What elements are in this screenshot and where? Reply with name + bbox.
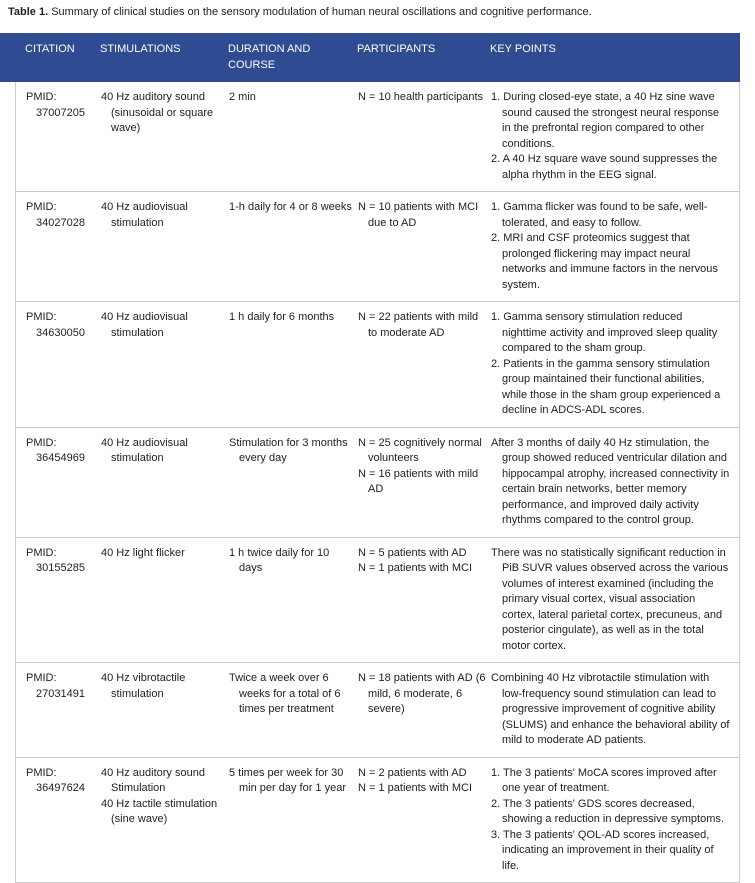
- participants-cell: [358, 90, 491, 183]
- participants-cell: [358, 671, 491, 749]
- participants-cell-line: N = 18 patients with AD (6 mild, 6 moderate, 6 severe): [358, 671, 486, 718]
- caption-text: Summary of clinical studies on the sensory modulation of human neural oscillations and cognitive performance.: [51, 6, 592, 18]
- header-key-points: KEY POINTS: [490, 42, 556, 58]
- stimulations-cell-line: 40 Hz tactile stimulation (sine wave): [101, 797, 224, 828]
- citation-cell-line: PMID: 36497624: [26, 766, 96, 797]
- citation-cell: [26, 436, 101, 529]
- table-row: [16, 192, 739, 302]
- citation-cell-line: PMID: 37007205: [26, 90, 96, 121]
- key-points-cell-line: 1. The 3 patients' MoCA scores improved after one year of treatment.: [491, 766, 730, 797]
- stimulations-cell: [101, 546, 229, 655]
- citation-cell: [26, 90, 101, 183]
- participants-cell-line: N = 16 patients with mild AD: [358, 467, 486, 498]
- participants-cell-line: N = 5 patients with AD: [358, 546, 486, 562]
- key-points-cell: [491, 436, 735, 529]
- header-citation: CITATION: [25, 42, 75, 58]
- duration-cell-line: 1-h daily for 4 or 8 weeks: [229, 200, 353, 216]
- table-row: [16, 302, 739, 428]
- duration-cell: [229, 546, 358, 655]
- stimulations-cell-line: 40 Hz vibrotactile stimulation: [101, 671, 224, 702]
- key-points-cell-line: 3. The 3 patients' QOL-AD scores increased, indicating an improvement in their quality of life.: [491, 828, 730, 875]
- duration-cell-line: 2 min: [229, 90, 353, 106]
- citation-cell-line: PMID: 34027028: [26, 200, 96, 231]
- stimulations-cell: [101, 671, 229, 749]
- table-row: [16, 428, 739, 538]
- stimulations-cell-line: 40 Hz auditory sound Stimulation: [101, 766, 224, 797]
- table-row: [16, 538, 739, 664]
- table-row: [16, 663, 739, 758]
- header-participants: PARTICIPANTS: [357, 42, 435, 58]
- participants-cell: [358, 766, 491, 875]
- stimulations-cell-line: 40 Hz light flicker: [101, 546, 224, 562]
- table-caption: [8, 6, 592, 18]
- stimulations-cell: [101, 766, 229, 875]
- citation-cell: [26, 200, 101, 293]
- participants-cell-line: N = 22 patients with mild to moderate AD: [358, 310, 486, 341]
- citation-cell: [26, 310, 101, 419]
- stimulations-cell: [101, 436, 229, 529]
- participants-cell: [358, 546, 491, 655]
- stimulations-cell: [101, 310, 229, 419]
- key-points-cell-line: 2. MRI and CSF proteomics suggest that prolonged flickering may impact neural networks and immune factors in the nervous system.: [491, 231, 730, 293]
- citation-cell: [26, 766, 101, 875]
- key-points-cell-line: 1. During closed-eye state, a 40 Hz sine wave sound caused the strongest neural response in the prefrontal region compared to other conditions.: [491, 90, 730, 152]
- duration-cell: [229, 671, 358, 749]
- key-points-cell: [491, 546, 735, 655]
- participants-cell: [358, 200, 491, 293]
- stimulations-cell-line: 40 Hz auditory sound (sinusoidal or square wave): [101, 90, 224, 137]
- key-points-cell-line: There was no statistically significant reduction in PiB SUVR values observed across the various volumes of interest examined (including the primary visual cortex, visual association cortex, lateral parietal cortex, precuneus, and posterior cingulate), as well as in the total motor cortex.: [491, 546, 730, 655]
- citation-cell: [26, 671, 101, 749]
- duration-cell-line: Twice a week over 6 weeks for a total of 6 times per treatment: [229, 671, 353, 718]
- duration-cell: [229, 200, 358, 293]
- duration-cell: [229, 310, 358, 419]
- participants-cell-line: N = 1 patients with MCI: [358, 781, 486, 797]
- key-points-cell: [491, 310, 735, 419]
- participants-cell-line: N = 25 cognitively normal volunteers: [358, 436, 486, 467]
- caption-label: Table 1.: [8, 6, 48, 18]
- stimulations-cell: [101, 90, 229, 183]
- key-points-cell: [491, 766, 735, 875]
- header-stimulations: STIMULATIONS: [100, 42, 180, 58]
- key-points-cell: [491, 90, 735, 183]
- table-row: [16, 82, 739, 192]
- citation-cell-line: PMID: 36454969: [26, 436, 96, 467]
- participants-cell-line: N = 1 patients with MCI: [358, 561, 486, 577]
- duration-cell-line: 1 h twice daily for 10 days: [229, 546, 353, 577]
- key-points-cell-line: After 3 months of daily 40 Hz stimulation, the group showed reduced ventricular dilation and hippocampal atrophy, increased connectivity in certain brain networks, better memory performance, and improved daily activity rhythms compared to the control group.: [491, 436, 730, 529]
- key-points-cell: [491, 671, 735, 749]
- key-points-cell-line: 2. The 3 patients' GDS scores decreased, showing a reduction in depressive symptoms.: [491, 797, 730, 828]
- key-points-cell-line: 1. Gamma sensory stimulation reduced nighttime activity and improved sleep quality compared to the sham group.: [491, 310, 730, 357]
- table-row: [16, 758, 739, 883]
- table-header: [0, 33, 740, 82]
- duration-cell: [229, 90, 358, 183]
- duration-cell-line: Stimulation for 3 months every day: [229, 436, 353, 467]
- header-duration: DURATION AND COURSE: [228, 42, 318, 73]
- key-points-cell-line: 2. Patients in the gamma sensory stimulation group maintained their functional abilities, while those in the sham group experienced a decline in ADCS-ADL scores.: [491, 357, 730, 419]
- duration-cell: [229, 766, 358, 875]
- participants-cell-line: N = 10 patients with MCI due to AD: [358, 200, 486, 231]
- stimulations-cell: [101, 200, 229, 293]
- participants-cell-line: N = 10 health participants: [358, 90, 486, 106]
- citation-cell-line: PMID: 34630050: [26, 310, 96, 341]
- citation-cell-line: PMID: 30155285: [26, 546, 96, 577]
- key-points-cell-line: Combining 40 Hz vibrotactile stimulation with low-frequency sound stimulation can lead to progressive improvement of cognitive ability (SLUMS) and enhance the behavioral ability of mild to moderate AD patients.: [491, 671, 730, 749]
- participants-cell: [358, 436, 491, 529]
- duration-cell: [229, 436, 358, 529]
- key-points-cell: [491, 200, 735, 293]
- stimulations-cell-line: 40 Hz audiovisual stimulation: [101, 310, 224, 341]
- duration-cell-line: 5 times per week for 30 min per day for 1 year: [229, 766, 353, 797]
- stimulations-cell-line: 40 Hz audiovisual stimulation: [101, 436, 224, 467]
- table-body: [15, 82, 740, 883]
- key-points-cell-line: 2. A 40 Hz square wave sound suppresses the alpha rhythm in the EEG signal.: [491, 152, 730, 183]
- stimulations-cell-line: 40 Hz audiovisual stimulation: [101, 200, 224, 231]
- duration-cell-line: 1 h daily for 6 months: [229, 310, 353, 326]
- citation-cell: [26, 546, 101, 655]
- participants-cell: [358, 310, 491, 419]
- key-points-cell-line: 1. Gamma flicker was found to be safe, well-tolerated, and easy to follow.: [491, 200, 730, 231]
- participants-cell-line: N = 2 patients with AD: [358, 766, 486, 782]
- citation-cell-line: PMID: 27031491: [26, 671, 96, 702]
